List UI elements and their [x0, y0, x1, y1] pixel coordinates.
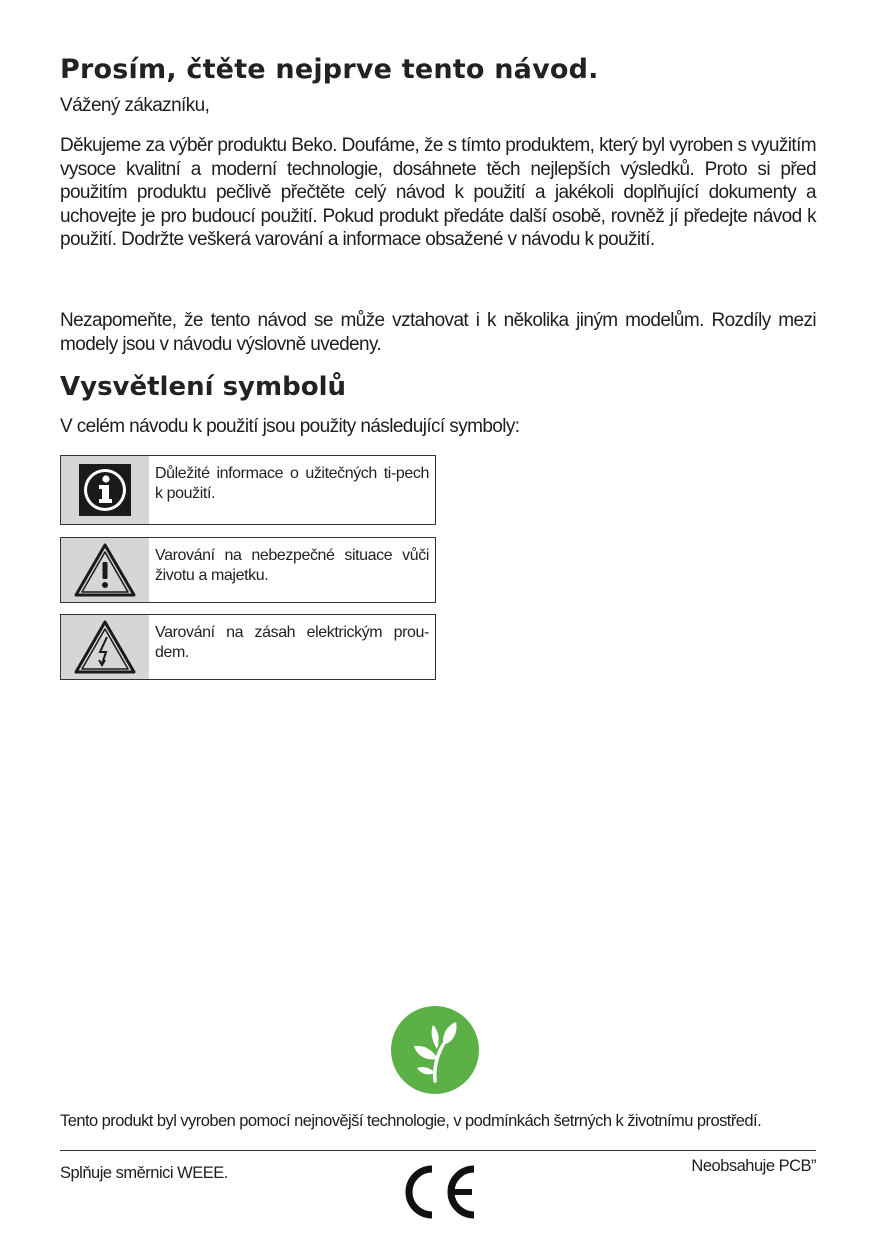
- symbol-box-info: [60, 455, 436, 525]
- symbol-icon-cell: [61, 615, 149, 679]
- symbol-text: Varování na zásah elektrickým prou-dem.: [155, 624, 429, 661]
- symbol-text: Důležité informace o užitečných ti-pech k použití.: [155, 465, 429, 502]
- page-title: Prosím, čtěte nejprve tento návod.: [60, 54, 599, 85]
- electric-shock-icon: [73, 619, 137, 675]
- info-icon: [78, 463, 132, 517]
- footer-divider: [60, 1150, 816, 1151]
- symbols-heading: Vysvětlení symbolů: [60, 372, 346, 402]
- symbols-intro: V celém návodu k použití jsou použity následující symboly:: [60, 416, 520, 437]
- warning-icon: [73, 542, 137, 598]
- symbol-box-electric: [60, 614, 436, 680]
- weee-compliance: Splňuje směrnici WEEE.: [60, 1164, 228, 1182]
- eco-statement: Tento produkt byl vyroben pomocí nejnovější technologie, v podmínkách šetrných k životnímu prostředí.: [60, 1112, 762, 1130]
- symbol-text: Varování na nebezpečné situace vůči životu a majetku.: [155, 547, 429, 584]
- ce-mark-icon: [398, 1163, 478, 1221]
- models-note-paragraph: Nezapomeňte, že tento návod se může vztahovat i k několika jiným modelům. Rozdíly mezi modely jsou v návodu výslovně uvedeny.: [60, 310, 816, 355]
- pcb-statement: Neobsahuje PCB”: [691, 1157, 816, 1175]
- eco-leaf-icon: [390, 1005, 480, 1095]
- symbol-icon-cell: [61, 538, 149, 602]
- symbol-box-warning: [60, 537, 436, 603]
- symbol-icon-cell: [61, 456, 149, 524]
- intro-paragraph: Děkujeme za výběr produktu Beko. Doufáme, že s tímto produktem, který byl vyroben s využitím vysoce kvalitní a moderní technologie, dosáhnete těch nejlepších výsledků. Proto si před použitím produktu pečlivě přečtěte celý návod k použití a jakékoli doplňující dokumenty a uchovejte je pro budoucí použití. Pokud produkt předáte další osobě, rovněž jí předejte návod k použití. Dodržte veškerá varování a informace obsažené v návodu k použití.: [60, 135, 816, 250]
- greeting: Vážený zákazníku,: [60, 95, 210, 116]
